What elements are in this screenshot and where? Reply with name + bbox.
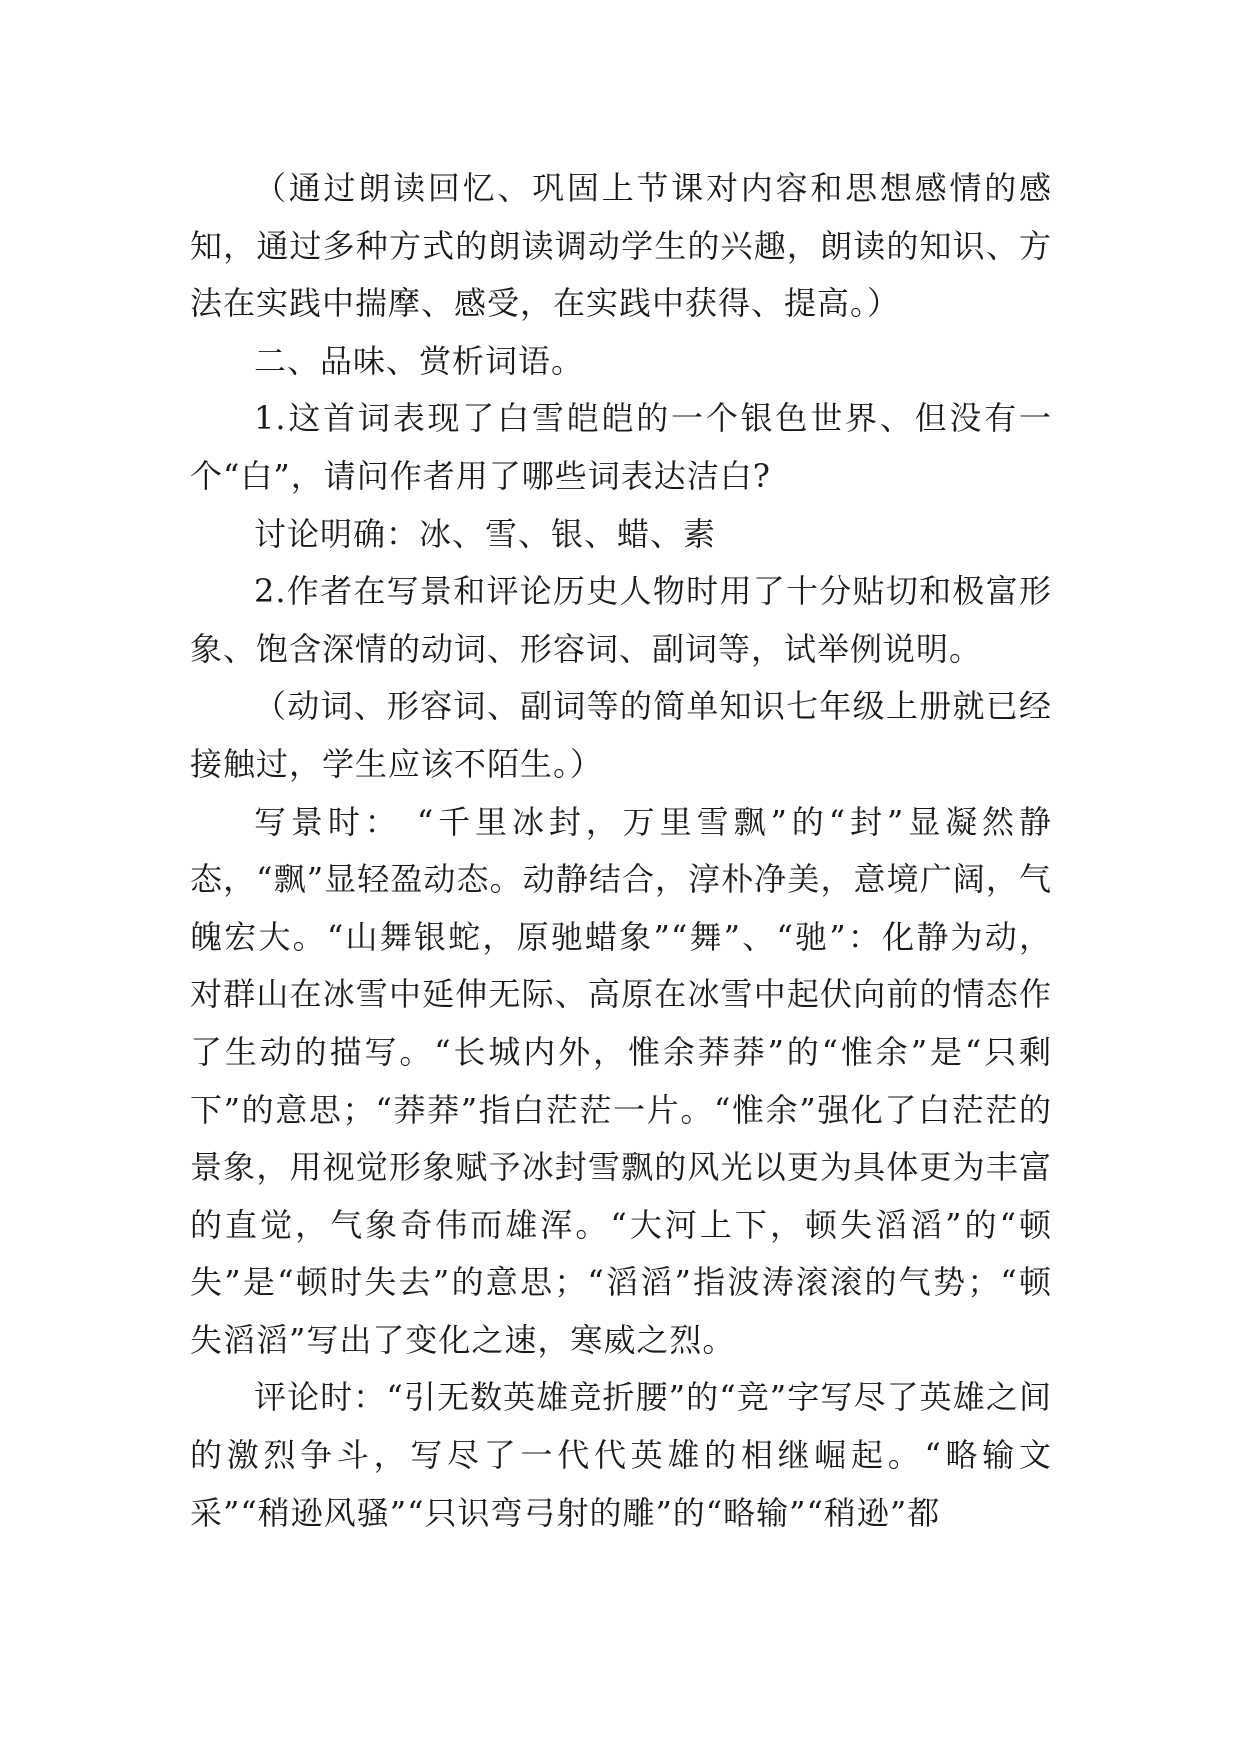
paragraph-scenery-analysis: 写景时： “千里冰封，万里雪飘”的“封”显凝然静态，“飘”显轻盈动态。动静结合，淳朴净美，意境广阔，气魄宏大。“山舞银蛇，原驰蜡象”“舞”、“驰”：化静为动，对群山在冰雪中延伸无际、高原在冰雪中起伏向前的情态作了生动的描写。“长城内外，惟余莽莽”的“惟余”是“只剩下”的意思；“莽莽”指白茫茫一片。“惟余”强化了白茫茫的景象，用视觉形象赋予冰封雪飘的风光以更为具体更为丰富的直觉，气象奇伟而雄浑。“大河上下，顿失滔滔”的“顿失”是“顿时失去”的意思；“滔滔”指波涛滚滚的气势；“顿失滔滔”写出了变化之速，寒威之烈。 (190, 802, 1052, 1359)
paragraph-discussion-answer: 讨论明确：冰、雪、银、蜡、素 (254, 514, 717, 553)
paragraph-commentary-analysis: 评论时：“引无数英雄竞折腰”的“竞”字写尽了英雄之间的激烈争斗，写尽了一代代英雄的相继崛起。“略输文采”“稍逊风骚”“只识弯弓射的雕”的“略输”“稍逊”都 (190, 1378, 1052, 1532)
paragraph-reading-note: （通过朗读回忆、巩固上节课对内容和思想感情的感知，通过多种方式的朗读调动学生的兴趣，朗读的知识、方法在实践中揣摩、感受，在实践中获得、提高。） (190, 169, 1052, 323)
paragraph-question-2: 2.作者在写景和评论历史人物时用了十分贴切和极富形象、饱含深情的动词、形容词、副词等，试举例说明。 (190, 572, 1052, 668)
document-page (190, 160, 1052, 1542)
paragraph-grammar-note: （动词、形容词、副词等的简单知识七年级上册就已经接触过，学生应该不陌生。） (190, 687, 1052, 783)
paragraph-question-1: 1.这首词表现了白雪皑皑的一个银色世界、但没有一个“白”，请问作者用了哪些词表达洁白? (190, 399, 1052, 495)
paragraph-section-heading: 二、品味、赏析词语。 (254, 341, 585, 380)
